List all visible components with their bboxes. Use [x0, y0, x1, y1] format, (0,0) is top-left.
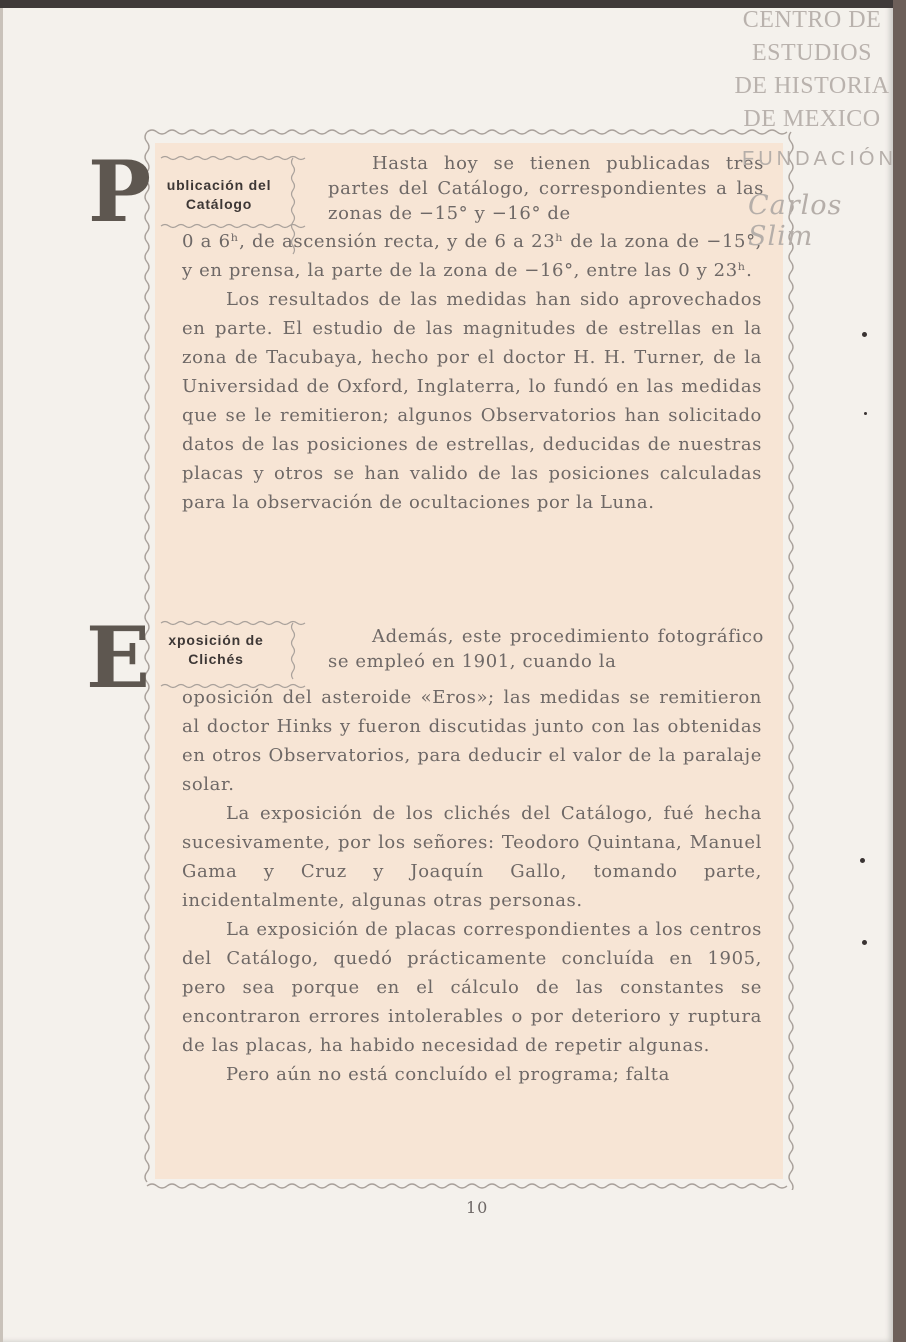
paragraph: Los resultados de las medidas han sido aprovechados en parte. El estudio de las magnitudes de estrellas en la zona de Tacubaya, hecho por el doctor H. H. Turner, de la Universidad de Oxford, Inglaterra, lo fundó en las medidas que se le remitieron; algunos Observatorios han solicitado datos de las posiciones de estrellas, deducidas de nuestras placas y otros se han valido de las posiciones calculadas para la observación de ocultaciones por la Luna.: [182, 289, 762, 513]
paragraph: La exposición de los clichés del Catálogo, fué hecha sucesivamente, por los señores: Teodoro Quintana, Manuel Gama y Cruz y Joaquín Gallo, tomando parte, incidentalmente, algunas otras personas.: [182, 803, 762, 911]
side-heading-line: Catálogo: [185, 196, 253, 212]
scan-speck: [862, 332, 867, 337]
dropcap-p: P: [88, 142, 152, 241]
side-heading-exposicion: [146, 631, 286, 669]
watermark-signature: Carlos Slim: [748, 190, 843, 252]
section2-lead: Además, este procedimiento fotográfico se empleó en 1901, cuando la: [328, 626, 764, 672]
watermark-line: ESTUDIOS: [751, 40, 872, 66]
watermark-line: DE MEXICO: [743, 106, 881, 132]
paragraph: La exposición de placas correspondientes a los centros del Catálogo, quedó prácticamente concluída en 1905, pero sea porque en el cálculo de las constantes se encontraron errores intolerables o por deterioro y ruptura de las placas, ha habido necesidad de repetir algunas.: [182, 919, 762, 1056]
section1-lead: Hasta hoy se tienen publicadas tres partes del Catálogo, correspondientes a las zonas de −15° y −16° de: [328, 153, 764, 224]
dropcap-e: E: [86, 608, 151, 707]
watermark-line: CENTRO DE: [742, 7, 882, 33]
scan-speck: [864, 412, 867, 415]
paragraph: Pero aún no está concluído el programa; falta: [226, 1064, 670, 1085]
watermark-fundacion: FUNDACIÓN: [742, 148, 897, 170]
paragraph: oposición del asteroide «Eros»; las medidas se remitieron al doctor Hinks y fueron discutidas junto con las obtenidas en otros Observatorios, para deducir el valor de la paralaje solar.: [182, 687, 762, 795]
watermark-line: DE HISTORIA: [734, 73, 890, 99]
side-heading-line: xposición de: [168, 632, 264, 648]
section1-body: [182, 227, 762, 517]
side-heading-line: Clichés: [188, 651, 244, 667]
paragraph: 0 a 6ʰ, de ascensión recta, y de 6 a 23ʰ de la zona de −15°, y en prensa, la parte de la zona de −16°, entre las 0 y 23ʰ.: [182, 231, 762, 281]
side-heading-line: ublicación del: [166, 177, 272, 193]
page-number: 10: [466, 1198, 489, 1217]
side-heading-publicacion: [146, 176, 292, 214]
watermark-institution: [722, 4, 902, 136]
section2-body: [182, 683, 762, 1089]
scan-speck: [862, 940, 867, 945]
page-left-edge: [0, 0, 3, 1342]
scan-speck: [860, 858, 865, 863]
